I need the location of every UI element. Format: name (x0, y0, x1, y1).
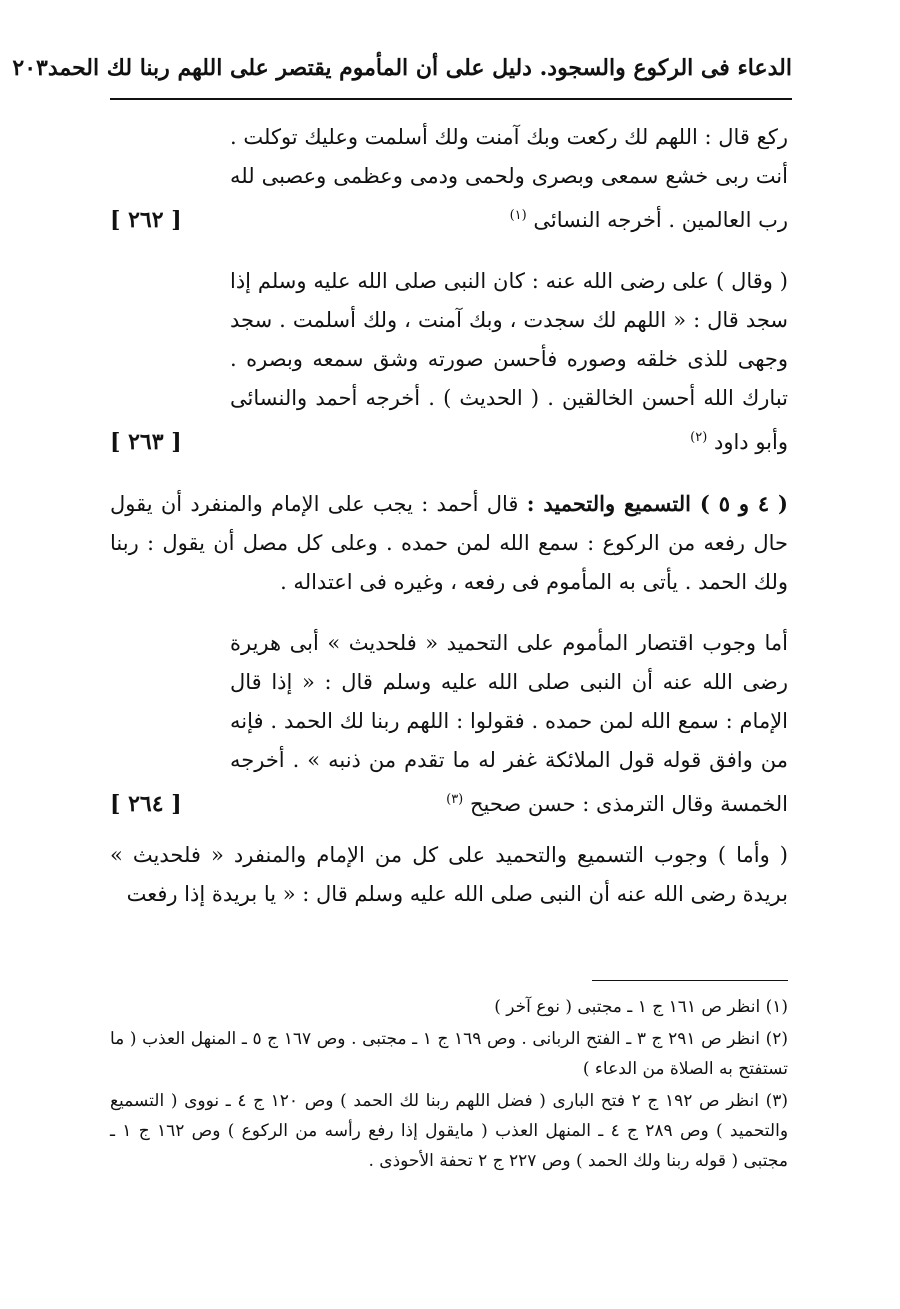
hadith-number: [ ٢٦٤ ] (110, 791, 182, 817)
main-text (110, 118, 788, 914)
footnote-2: (٢) انظر ص ٢٩١ ج ٣ ـ الفتح الربانى . وص ١٦٩ ج ١ ـ مجتبى . وص ١٦٧ ج ٥ ـ المنهل العذب ( ما تستفتح به الصلاة من الدعاء ) (110, 1029, 789, 1079)
paragraph-text: ( وأما ) وجوب التسميع والتحميد على كل من الإمام والمنفرد « فلحديث » بريدة رضى الله عنه أن النبى صلى الله عليه وسلم قال : « يا بريدة إذا رفعت (110, 843, 788, 906)
hadith-number: [ ٢٦٣ ] (110, 429, 182, 455)
header-rule (110, 98, 792, 100)
paragraph-text: قال أحمد : يجب على الإمام والمنفرد أن يقول حال رفعه من الركوع : سمع الله لمن حمده . وعلى كل مصل أن يقول : ربنا ولك الحمد . يأتى به المأموم فى رفعه ، وغيره فى اعتداله . (110, 492, 788, 594)
footnote-marker: (٣) (446, 792, 464, 807)
footnote-3: (٣) انظر ص ١٩٢ ج ٢ فتح البارى ( فضل اللهم ربنا لك الحمد ) وص ١٢٠ ج ٤ ـ نووى ( التسميع والتحميد ) وص ٢٨٩ ج ٤ ـ المنهل العذب ( مايقول إذا رفع رأسه من الركوع ) وص ١٦٢ ج ١ ـ مجتبى ( قوله ربنا ولك الحمد ) وص ٢٢٧ ج ٢ تحفة الأحوذى . (110, 1091, 789, 1171)
footnote-marker: (١) (509, 208, 527, 223)
footnote-rule (592, 980, 788, 981)
page-number: ٢٠٣ (12, 55, 48, 81)
paragraph-5 (110, 836, 788, 914)
footnote-marker: (٢) (690, 430, 708, 445)
footnote-1: (١) انظر ص ١٦١ ج ١ ـ مجتبى ( نوع آخر ) (494, 997, 788, 1017)
header-title: الدعاء فى الركوع والسجود. دليل على أن المأموم يقتصر على اللهم ربنا لك الحمد (47, 55, 792, 81)
footnotes (110, 992, 788, 1178)
running-header (12, 48, 792, 88)
paragraph-text: ( وقال ) على رضى الله عنه : كان النبى صلى الله عليه وسلم إذا سجد قال : « اللهم لك سجدت ، وبك آمنت ، ولك أسلمت . سجد وجهى للذى خلقه وصوره فأحسن صورته وشق سمعه وبصره . تبارك الله أحسن الخالقين . ( الحديث ) . أخرجه أحمد والنسائى وأبو داود (230, 269, 788, 454)
paragraph-2 (110, 262, 788, 462)
paragraph-3 (110, 484, 788, 602)
paragraph-4 (110, 624, 788, 824)
paragraph-text: أما وجوب اقتصار المأموم على التحميد « فلحديث » أبى هريرة رضى الله عنه أن النبى صلى الله عليه وسلم قال : « إذا قال الإمام : سمع الله لمن حمده . فقولوا : اللهم ربنا لك الحمد . فإنه من وافق قوله قول الملائكة غفر له ما تقدم من ذنبه » . أخرجه الخمسة وقال الترمذى : حسن صحيح (230, 631, 788, 816)
section-heading: ( ٤ و ٥ ) التسميع والتحميد : (526, 491, 788, 516)
hadith-number: [ ٢٦٢ ] (110, 207, 182, 233)
paragraph-1 (110, 118, 788, 240)
paragraph-text: ركع قال : اللهم لك ركعت وبك آمنت ولك أسلمت وعليك توكلت . أنت ربى خشع سمعى وبصرى ولحمى ودمى وعظمى وعصبى لله رب العالمين . أخرجه النسائى (230, 125, 788, 232)
